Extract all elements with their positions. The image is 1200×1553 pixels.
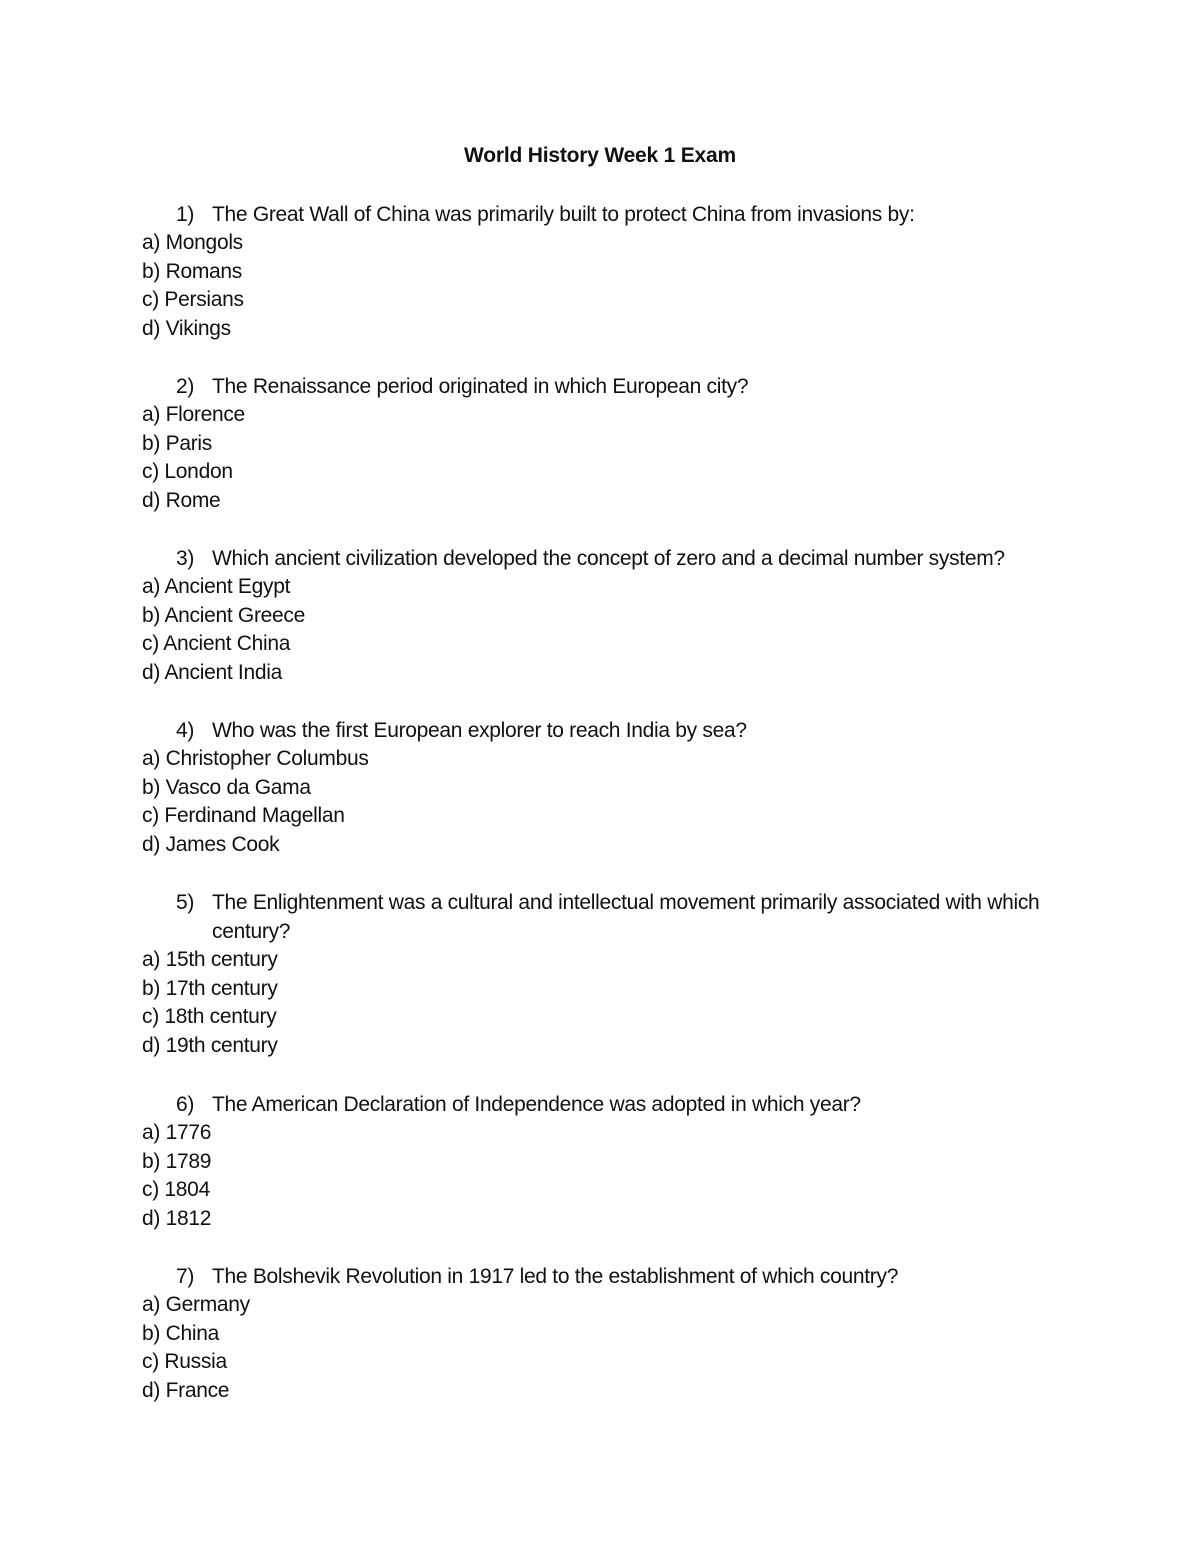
question-5 [142, 888, 1082, 1061]
question-text: Who was the first European explorer to reach India by sea? [212, 719, 747, 742]
question-prompt [142, 372, 1082, 401]
question-number: 4) [176, 719, 195, 742]
answer-option-a: a) Florence [142, 403, 245, 426]
answer-option-d: d) Ancient India [142, 661, 282, 685]
answer-option-a: a) Christopher Columbus [142, 747, 369, 770]
question-text: The Renaissance period originated in which European city? [212, 375, 749, 398]
question-3 [142, 544, 1082, 688]
question-number: 7) [176, 1265, 195, 1288]
question-number: 3) [176, 547, 195, 570]
answer-option-d: d) France [142, 1379, 230, 1403]
question-prompt [142, 200, 1082, 229]
question-2 [142, 372, 1082, 516]
answer-option-b: b) Ancient Greece [142, 603, 305, 627]
answer-option-b: b) Romans [142, 259, 243, 283]
answer-option-b: b) 17th century [142, 976, 278, 1000]
question-number: 2) [176, 375, 195, 398]
answer-option-a: a) 15th century [142, 948, 278, 971]
question-prompt [142, 544, 1082, 573]
answer-option-a: a) Germany [142, 1293, 250, 1316]
question-prompt [142, 888, 1082, 946]
question-prompt [142, 716, 1082, 745]
question-1 [142, 200, 1082, 344]
answer-option-c: c) Ancient China [142, 632, 291, 656]
answer-option-d: d) 19th century [142, 1034, 278, 1058]
answer-option-a: a) 1776 [142, 1121, 212, 1144]
answer-option-d: d) James Cook [142, 833, 280, 857]
question-number: 6) [176, 1093, 195, 1116]
question-text: The Great Wall of China was primarily built to protect China from invasions by: [212, 203, 915, 226]
answer-option-b: b) Vasco da Gama [142, 775, 311, 799]
answer-option-d: d) Rome [142, 489, 221, 513]
question-text: The Bolshevik Revolution in 1917 led to the establishment of which country? [212, 1265, 899, 1288]
answer-option-c: c) London [142, 460, 233, 484]
answer-option-c: c) 1804 [142, 1178, 210, 1202]
answer-option-d: d) 1812 [142, 1207, 212, 1231]
answer-option-d: d) Vikings [142, 317, 231, 341]
answer-option-c: c) Persians [142, 288, 244, 312]
answer-option-b: b) Paris [142, 431, 212, 455]
question-4 [142, 716, 1082, 860]
exam-title: World History Week 1 Exam [464, 144, 736, 167]
question-prompt [142, 1262, 1082, 1291]
question-text: Which ancient civilization developed the concept of zero and a decimal number system? [212, 547, 1005, 570]
question-prompt [142, 1090, 1082, 1119]
answer-option-b: b) China [142, 1321, 219, 1345]
question-6 [142, 1090, 1082, 1234]
answer-option-c: c) Russia [142, 1350, 227, 1374]
question-number: 5) [176, 891, 195, 914]
answer-option-c: c) Ferdinand Magellan [142, 804, 345, 828]
question-7 [142, 1262, 1082, 1406]
answer-option-a: a) Mongols [142, 231, 243, 254]
question-text: The Enlightenment was a cultural and intellectual movement primarily associated with which century? [212, 891, 1040, 943]
question-number: 1) [176, 203, 195, 226]
answer-option-b: b) 1789 [142, 1149, 212, 1173]
question-text: The American Declaration of Independence was adopted in which year? [212, 1093, 861, 1116]
answer-option-c: c) 18th century [142, 1005, 277, 1029]
answer-option-a: a) Ancient Egypt [142, 575, 291, 598]
